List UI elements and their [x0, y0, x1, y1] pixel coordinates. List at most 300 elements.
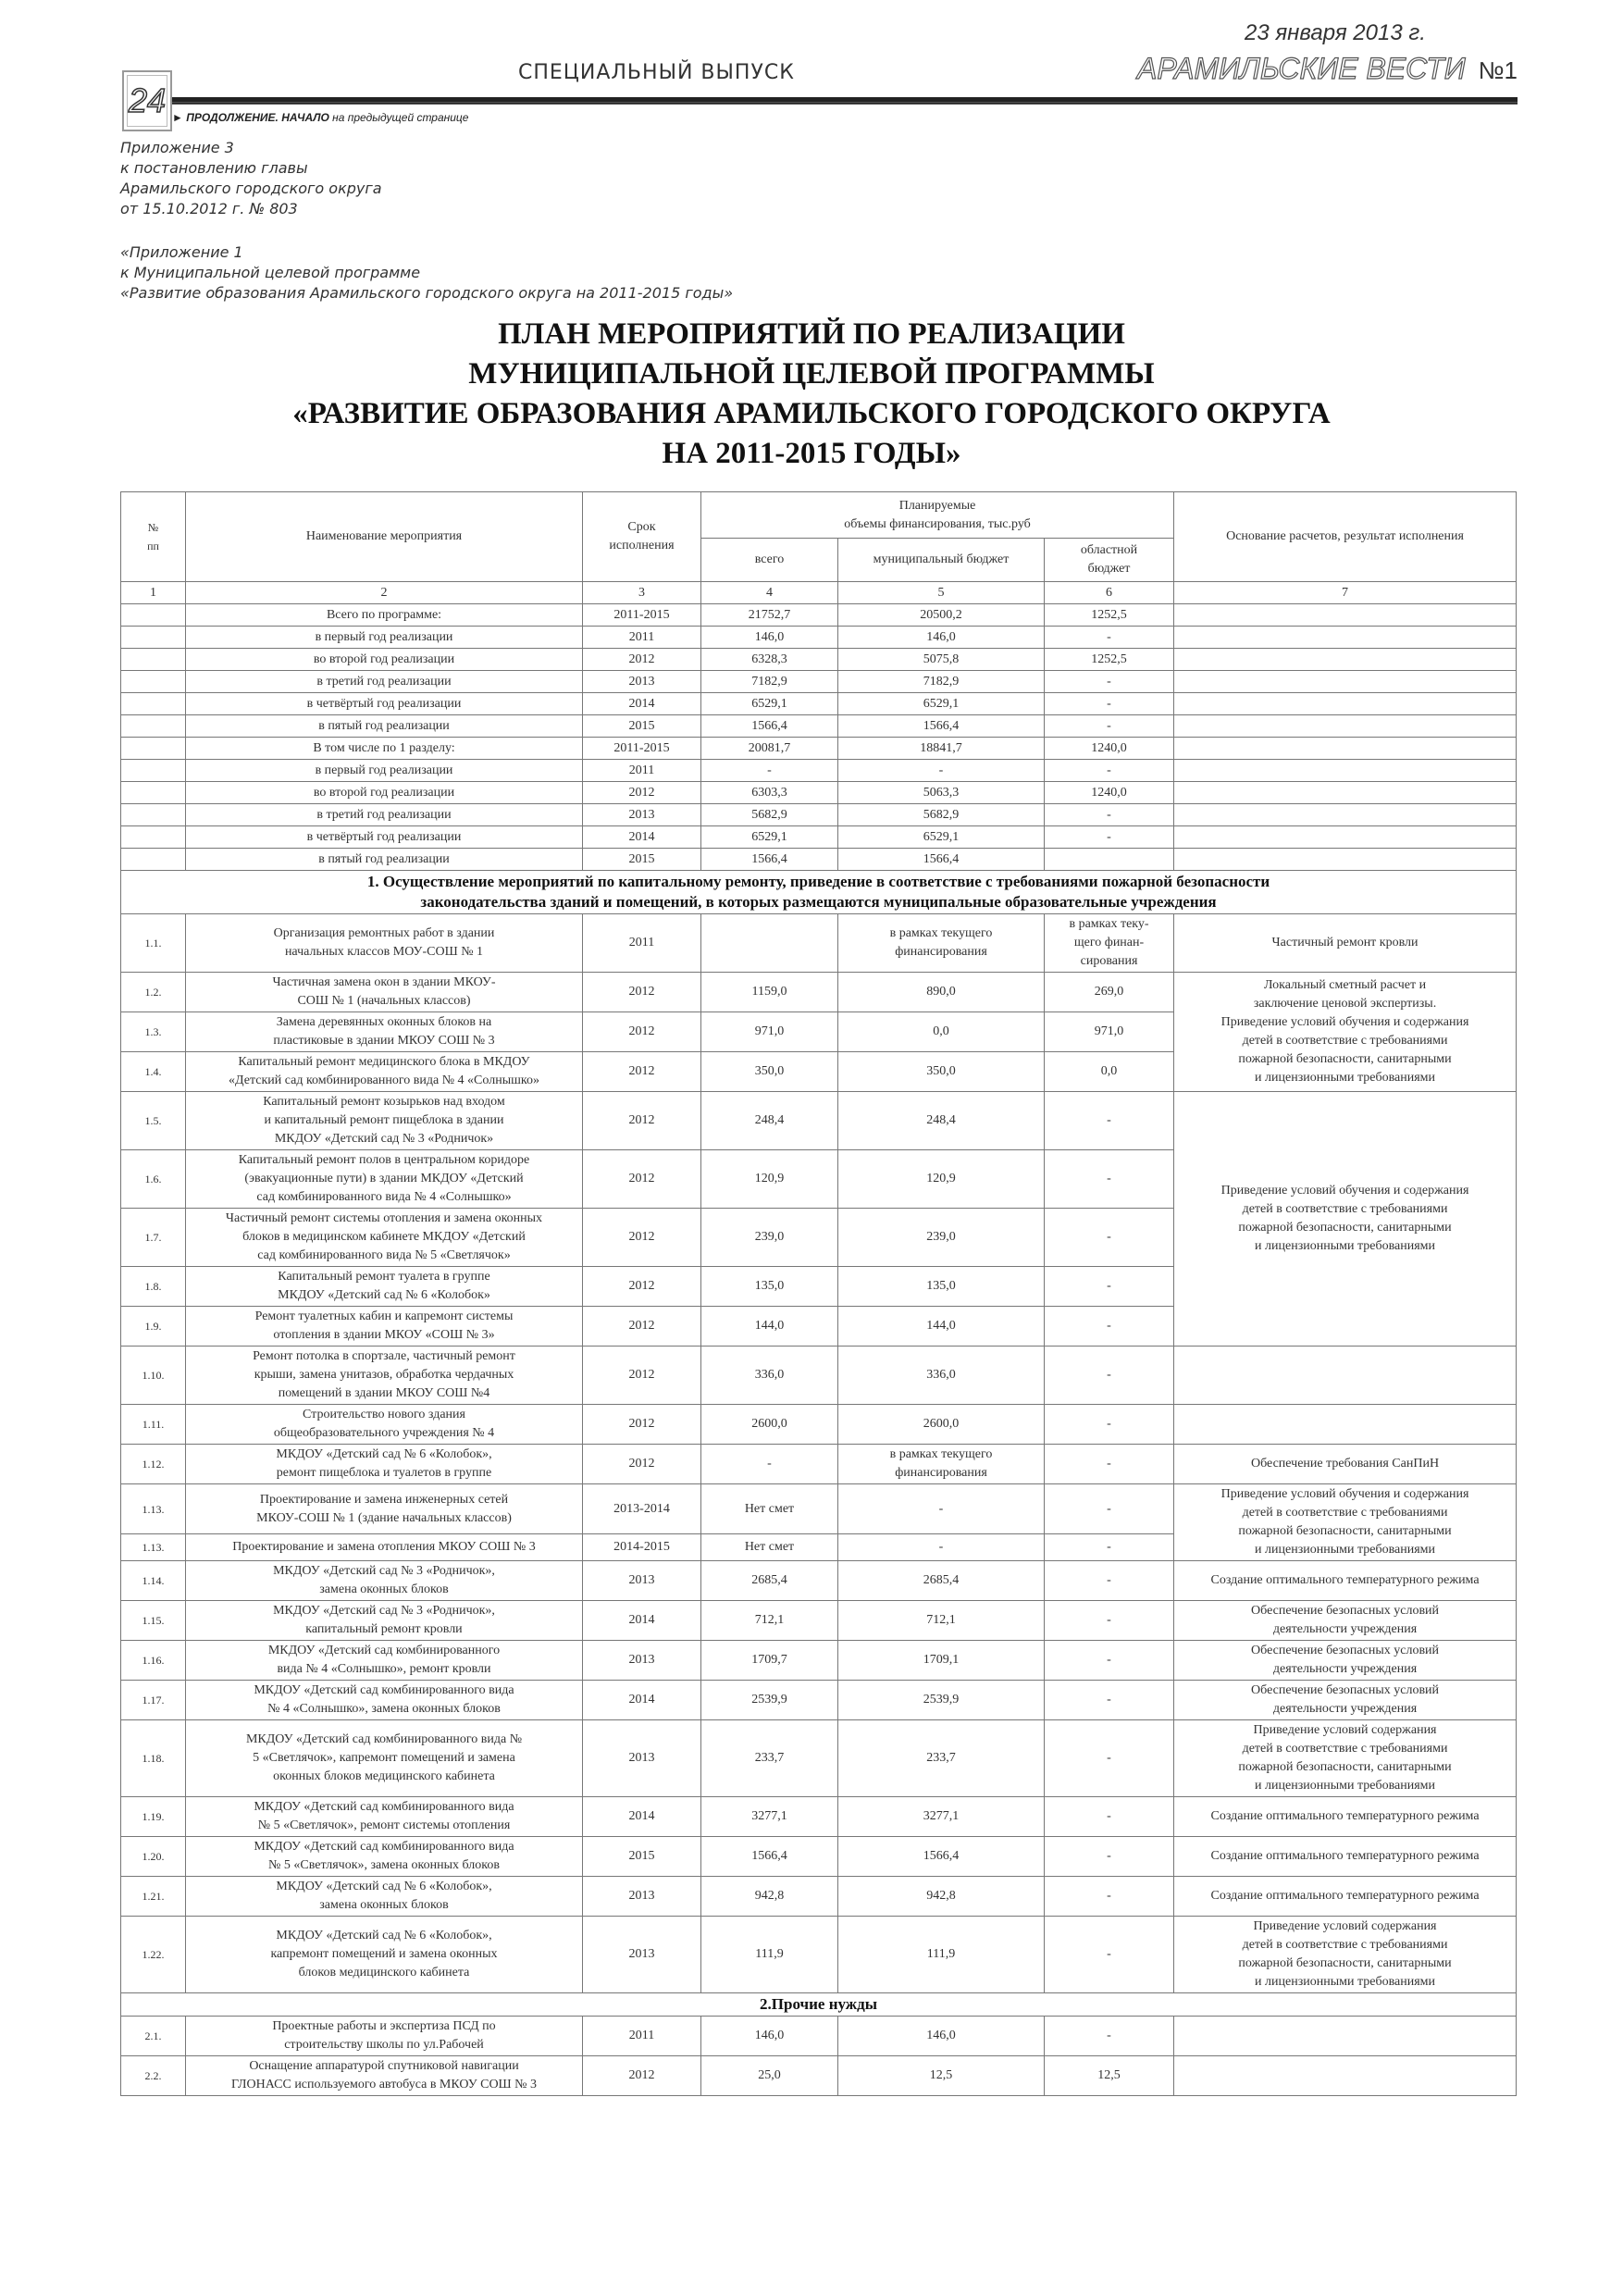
term: 2012 — [583, 973, 701, 1012]
basis-result: Частичный ремонт кровли — [1174, 914, 1517, 973]
empty-cell — [121, 627, 186, 649]
column-number: 1 — [121, 582, 186, 604]
summary-row — [121, 804, 1517, 826]
municipal-funding: 233,7 — [838, 1720, 1045, 1797]
activity-name: Оснащение аппаратурой спутниковой навигации ГЛОНАСС используемого автобуса в МКОУ СОШ № 3 — [186, 2056, 583, 2096]
summary-label: во второй год реализации — [186, 649, 583, 671]
total-funding: 336,0 — [701, 1347, 838, 1405]
total-funding: 2600,0 — [701, 1405, 838, 1445]
activity-name: Капитальный ремонт туалета в группе МКДОУ «Детский сад № 6 «Колобок» — [186, 1267, 583, 1307]
table-row — [121, 2017, 1517, 2056]
row-number: 1.13. — [121, 1534, 186, 1561]
municipal-funding: 239,0 — [838, 1209, 1045, 1267]
table-row — [121, 1601, 1517, 1641]
summary-term: 2014 — [583, 826, 701, 849]
basis-result: Обеспечение безопасных условий деятельности учреждения — [1174, 1681, 1517, 1720]
activity-name: Частичный ремонт системы отопления и замена оконных блоков в медицинском кабинете МКДОУ «Детский сад комбинированного вида № 5 «Светлячок» — [186, 1209, 583, 1267]
empty-cell — [121, 604, 186, 627]
activity-name: Капитальный ремонт полов в центральном коридоре (эвакуационные пути) в здании МКДОУ «Детский сад комбинированного вида № 4 «Солнышко» — [186, 1150, 583, 1209]
row-number: 1.12. — [121, 1445, 186, 1484]
term: 2012 — [583, 1012, 701, 1052]
empty-cell — [1174, 849, 1517, 871]
summary-total: - — [701, 760, 838, 782]
summary-term: 2013 — [583, 671, 701, 693]
header-total: всего — [701, 539, 838, 582]
municipal-funding: в рамках текущего финансирования — [838, 914, 1045, 973]
municipal-funding: 336,0 — [838, 1347, 1045, 1405]
activity-name: Ремонт потолка в спортзале, частичный ремонт крыши, замена унитазов, обработка чердачных помещений в здании МКОУ СОШ №4 — [186, 1347, 583, 1405]
empty-cell — [121, 804, 186, 826]
summary-label: Всего по программе: — [186, 604, 583, 627]
table-row — [121, 1877, 1517, 1917]
total-funding: 111,9 — [701, 1917, 838, 1993]
column-number: 2 — [186, 582, 583, 604]
basis-result: Обеспечение требования СанПиН — [1174, 1445, 1517, 1484]
term: 2015 — [583, 1837, 701, 1877]
empty-cell — [1174, 738, 1517, 760]
masthead — [1137, 52, 1518, 86]
regional-funding: - — [1045, 1092, 1174, 1150]
summary-municipal: 5075,8 — [838, 649, 1045, 671]
table-row — [121, 1837, 1517, 1877]
basis-result: Создание оптимального температурного режима — [1174, 1837, 1517, 1877]
summary-label: в третий год реализации — [186, 804, 583, 826]
regional-funding: - — [1045, 1307, 1174, 1347]
municipal-funding: 144,0 — [838, 1307, 1045, 1347]
summary-regional: 1240,0 — [1045, 738, 1174, 760]
row-number: 1.3. — [121, 1012, 186, 1052]
column-number: 3 — [583, 582, 701, 604]
basis-result: Приведение условий содержания детей в соответствие с требованиями пожарной безопасности, санитарными и лицензионными требованиями — [1174, 1720, 1517, 1797]
summary-term: 2015 — [583, 849, 701, 871]
summary-municipal: 146,0 — [838, 627, 1045, 649]
summary-label: В том числе по 1 разделу: — [186, 738, 583, 760]
total-funding: 350,0 — [701, 1052, 838, 1092]
summary-regional: 1252,5 — [1045, 649, 1174, 671]
activity-name: Проектирование и замена инженерных сетей МКОУ-СОШ № 1 (здание начальных классов) — [186, 1484, 583, 1534]
section-title: 1. Осуществление мероприятий по капитальному ремонту, приведение в соответствие с требованиями пожарной безопасности законодательства зданий и помещений, в которых размещаются муниципальные образовательные учреждения — [121, 871, 1517, 914]
empty-cell — [121, 649, 186, 671]
header-name: Наименование мероприятия — [186, 492, 583, 582]
regional-funding: - — [1045, 1917, 1174, 1993]
total-funding: 942,8 — [701, 1877, 838, 1917]
summary-municipal: - — [838, 760, 1045, 782]
total-funding: 146,0 — [701, 2017, 838, 2056]
term: 2013 — [583, 1917, 701, 1993]
total-funding: 3277,1 — [701, 1797, 838, 1837]
empty-cell — [121, 715, 186, 738]
total-funding: 1159,0 — [701, 973, 838, 1012]
summary-total: 21752,7 — [701, 604, 838, 627]
summary-total: 6303,3 — [701, 782, 838, 804]
empty-cell — [121, 782, 186, 804]
term: 2014 — [583, 1797, 701, 1837]
section-title: 2.Прочие нужды — [121, 1993, 1517, 2017]
summary-label: во второй год реализации — [186, 782, 583, 804]
regional-funding: - — [1045, 1347, 1174, 1405]
regional-funding: 269,0 — [1045, 973, 1174, 1012]
row-number: 1.9. — [121, 1307, 186, 1347]
summary-total: 20081,7 — [701, 738, 838, 760]
issue-date: 23 января 2013 г. — [1245, 20, 1426, 45]
basis-result: Создание оптимального температурного режима — [1174, 1877, 1517, 1917]
total-funding: 248,4 — [701, 1092, 838, 1150]
regional-funding: - — [1045, 1484, 1174, 1534]
summary-row — [121, 760, 1517, 782]
summary-row — [121, 693, 1517, 715]
total-funding — [701, 914, 838, 973]
summary-total: 1566,4 — [701, 849, 838, 871]
regional-funding: - — [1045, 1601, 1174, 1641]
header-rule — [172, 97, 1518, 105]
row-number: 1.11. — [121, 1405, 186, 1445]
total-funding: 2685,4 — [701, 1561, 838, 1601]
empty-cell — [1174, 627, 1517, 649]
summary-total: 146,0 — [701, 627, 838, 649]
section-label: СПЕЦИАЛЬНЫЙ ВЫПУСК — [518, 61, 795, 84]
summary-term: 2012 — [583, 782, 701, 804]
summary-label: в первый год реализации — [186, 760, 583, 782]
summary-regional: - — [1045, 627, 1174, 649]
page-number: 24 — [122, 70, 172, 131]
row-number: 1.22. — [121, 1917, 186, 1993]
row-number: 1.6. — [121, 1150, 186, 1209]
summary-row — [121, 604, 1517, 627]
total-funding: 135,0 — [701, 1267, 838, 1307]
basis-result: Приведение условий обучения и содержания детей в соответствие с требованиями пожарной безопасности, санитарными и лицензионными требованиями — [1174, 1092, 1517, 1347]
table-body — [121, 582, 1517, 2096]
summary-label: в первый год реализации — [186, 627, 583, 649]
basis-result — [1174, 2056, 1517, 2096]
empty-cell — [1174, 693, 1517, 715]
basis-result: Обеспечение безопасных условий деятельности учреждения — [1174, 1601, 1517, 1641]
summary-total: 6529,1 — [701, 693, 838, 715]
regional-funding: - — [1045, 1681, 1174, 1720]
row-number: 1.19. — [121, 1797, 186, 1837]
municipal-funding: 248,4 — [838, 1092, 1045, 1150]
basis-result — [1174, 1405, 1517, 1445]
total-funding: 1566,4 — [701, 1837, 838, 1877]
basis-result — [1174, 2017, 1517, 2056]
term: 2014 — [583, 1601, 701, 1641]
empty-cell — [1174, 782, 1517, 804]
row-number: 1.18. — [121, 1720, 186, 1797]
summary-label: в четвёртый год реализации — [186, 693, 583, 715]
activity-name: МКДОУ «Детский сад комбинированного вида № 4 «Солнышко», ремонт кровли — [186, 1641, 583, 1681]
appendix-3-note: Приложение 3 к постановлению главы Арамильского городского округа от 15.10.2012 г. № 803 — [120, 139, 382, 217]
summary-municipal: 5063,3 — [838, 782, 1045, 804]
activity-name: МКДОУ «Детский сад комбинированного вида № 4 «Солнышко», замена оконных блоков — [186, 1681, 583, 1720]
municipal-funding: 111,9 — [838, 1917, 1045, 1993]
row-number: 1.14. — [121, 1561, 186, 1601]
title-line: МУНИЦИПАЛЬНОЙ ЦЕЛЕВОЙ ПРОГРАММЫ — [468, 357, 1155, 391]
term: 2014 — [583, 1681, 701, 1720]
term: 2012 — [583, 1150, 701, 1209]
municipal-funding: 1566,4 — [838, 1837, 1045, 1877]
activity-name: Организация ремонтных работ в здании начальных классов МОУ-СОШ № 1 — [186, 914, 583, 973]
basis-result: Создание оптимального температурного режима — [1174, 1561, 1517, 1601]
row-number: 1.16. — [121, 1641, 186, 1681]
term: 2012 — [583, 2056, 701, 2096]
empty-cell — [1174, 760, 1517, 782]
activity-name: Ремонт туалетных кабин и капремонт системы отопления в здании МКОУ «СОШ № 3» — [186, 1307, 583, 1347]
continuation-note — [172, 111, 468, 124]
summary-regional: - — [1045, 715, 1174, 738]
term: 2012 — [583, 1347, 701, 1405]
term: 2013 — [583, 1561, 701, 1601]
table-row — [121, 1445, 1517, 1484]
table-row — [121, 1092, 1517, 1150]
summary-total: 5682,9 — [701, 804, 838, 826]
term: 2013 — [583, 1877, 701, 1917]
empty-cell — [121, 760, 186, 782]
summary-municipal: 18841,7 — [838, 738, 1045, 760]
header-funding: Планируемые объемы финансирования, тыс.руб — [701, 492, 1174, 539]
summary-total: 1566,4 — [701, 715, 838, 738]
activity-name: Замена деревянных оконных блоков на пластиковые в здании МКОУ СОШ № 3 — [186, 1012, 583, 1052]
summary-municipal: 7182,9 — [838, 671, 1045, 693]
summary-row — [121, 826, 1517, 849]
summary-municipal: 20500,2 — [838, 604, 1045, 627]
municipal-funding: 2685,4 — [838, 1561, 1045, 1601]
term: 2012 — [583, 1092, 701, 1150]
basis-result — [1174, 1347, 1517, 1405]
empty-cell — [1174, 604, 1517, 627]
summary-municipal: 5682,9 — [838, 804, 1045, 826]
municipal-funding: - — [838, 1484, 1045, 1534]
summary-row — [121, 649, 1517, 671]
summary-total: 7182,9 — [701, 671, 838, 693]
summary-regional: - — [1045, 760, 1174, 782]
term: 2011 — [583, 914, 701, 973]
empty-cell — [1174, 649, 1517, 671]
municipal-funding: 2539,9 — [838, 1681, 1045, 1720]
activity-name: Капитальный ремонт козырьков над входом и капитальный ремонт пищеблока в здании МКДОУ «Детский сад № 3 «Родничок» — [186, 1092, 583, 1150]
header-num: № пп — [121, 492, 186, 582]
municipal-funding: 0,0 — [838, 1012, 1045, 1052]
regional-funding: - — [1045, 1641, 1174, 1681]
summary-municipal: 6529,1 — [838, 826, 1045, 849]
activity-name: Частичная замена окон в здании МКОУ- СОШ № 1 (начальных классов) — [186, 973, 583, 1012]
summary-total: 6529,1 — [701, 826, 838, 849]
activity-name: МКДОУ «Детский сад комбинированного вида № 5 «Светлячок», замена оконных блоков — [186, 1837, 583, 1877]
regional-funding: - — [1045, 1150, 1174, 1209]
empty-cell — [1174, 671, 1517, 693]
summary-term: 2014 — [583, 693, 701, 715]
summary-term: 2011-2015 — [583, 604, 701, 627]
summary-row — [121, 782, 1517, 804]
municipal-funding: 146,0 — [838, 2017, 1045, 2056]
table-row — [121, 1681, 1517, 1720]
basis-result: Создание оптимального температурного режима — [1174, 1797, 1517, 1837]
table-row — [121, 1641, 1517, 1681]
row-number: 1.8. — [121, 1267, 186, 1307]
row-number: 1.20. — [121, 1837, 186, 1877]
summary-regional: 1252,5 — [1045, 604, 1174, 627]
row-number: 1.17. — [121, 1681, 186, 1720]
row-number: 1.13. — [121, 1484, 186, 1534]
summary-label: в третий год реализации — [186, 671, 583, 693]
activity-name: МКДОУ «Детский сад № 3 «Родничок», замена оконных блоков — [186, 1561, 583, 1601]
issue-number: №1 — [1478, 56, 1518, 84]
total-funding: 2539,9 — [701, 1681, 838, 1720]
title-line: НА 2011-2015 ГОДЫ» — [662, 437, 961, 470]
section-heading-row — [121, 1993, 1517, 2017]
total-funding: - — [701, 1445, 838, 1484]
summary-row — [121, 715, 1517, 738]
municipal-funding: 135,0 — [838, 1267, 1045, 1307]
summary-term: 2011 — [583, 760, 701, 782]
summary-regional — [1045, 849, 1174, 871]
total-funding: 712,1 — [701, 1601, 838, 1641]
summary-regional: - — [1045, 693, 1174, 715]
header-municipal: муниципальный бюджет — [838, 539, 1045, 582]
regional-funding: - — [1045, 1405, 1174, 1445]
column-number: 7 — [1174, 582, 1517, 604]
total-funding: 239,0 — [701, 1209, 838, 1267]
continuation-bold: ► ПРОДОЛЖЕНИЕ. НАЧАЛО — [172, 111, 329, 124]
row-number: 2.1. — [121, 2017, 186, 2056]
table-row — [121, 1484, 1517, 1534]
municipal-funding: 1709,1 — [838, 1641, 1045, 1681]
empty-cell — [1174, 715, 1517, 738]
summary-regional: - — [1045, 671, 1174, 693]
basis-result: Приведение условий обучения и содержания детей в соответствие с требованиями пожарной безопасности, санитарными и лицензионными требованиями — [1174, 1484, 1517, 1561]
term: 2012 — [583, 1267, 701, 1307]
empty-cell — [1174, 826, 1517, 849]
regional-funding: в рамках теку- щего финан- сирования — [1045, 914, 1174, 973]
total-funding: 25,0 — [701, 2056, 838, 2096]
activity-name: МКДОУ «Детский сад № 3 «Родничок», капитальный ремонт кровли — [186, 1601, 583, 1641]
regional-funding: - — [1045, 2017, 1174, 2056]
total-funding: Нет смет — [701, 1534, 838, 1561]
appendix-1-note: «Приложение 1 к Муниципальной целевой программе «Развитие образования Арамильского городского округа на 2011-2015 годы» — [120, 243, 734, 302]
column-number: 6 — [1045, 582, 1174, 604]
header-term: Срок исполнения — [583, 492, 701, 582]
summary-municipal: 6529,1 — [838, 693, 1045, 715]
header-regional: областной бюджет — [1045, 539, 1174, 582]
activity-name: МКДОУ «Детский сад № 6 «Колобок», замена оконных блоков — [186, 1877, 583, 1917]
regional-funding: - — [1045, 1720, 1174, 1797]
regional-funding: 971,0 — [1045, 1012, 1174, 1052]
summary-term: 2011 — [583, 627, 701, 649]
table-row — [121, 973, 1517, 1012]
regional-funding: - — [1045, 1534, 1174, 1561]
term: 2013-2014 — [583, 1484, 701, 1534]
table-row — [121, 1561, 1517, 1601]
regional-funding: 12,5 — [1045, 2056, 1174, 2096]
summary-term: 2015 — [583, 715, 701, 738]
activity-name: МКДОУ «Детский сад № 6 «Колобок», капремонт помещений и замена оконных блоков медицинского кабинета — [186, 1917, 583, 1993]
summary-row — [121, 849, 1517, 871]
column-number: 5 — [838, 582, 1045, 604]
municipal-funding: 350,0 — [838, 1052, 1045, 1092]
basis-result: Приведение условий содержания детей в соответствие с требованиями пожарной безопасности, санитарными и лицензионными требованиями — [1174, 1917, 1517, 1993]
summary-regional: - — [1045, 826, 1174, 849]
header-basis: Основание расчетов, результат исполнения — [1174, 492, 1517, 582]
table-row — [121, 2056, 1517, 2096]
summary-label: в четвёртый год реализации — [186, 826, 583, 849]
table-row — [121, 1347, 1517, 1405]
total-funding: 144,0 — [701, 1307, 838, 1347]
summary-row — [121, 738, 1517, 760]
summary-term: 2013 — [583, 804, 701, 826]
summary-regional: 1240,0 — [1045, 782, 1174, 804]
regional-funding: - — [1045, 1797, 1174, 1837]
municipal-funding: 120,9 — [838, 1150, 1045, 1209]
row-number: 1.1. — [121, 914, 186, 973]
regional-funding: - — [1045, 1877, 1174, 1917]
municipal-funding: в рамках текущего финансирования — [838, 1445, 1045, 1484]
regional-funding: - — [1045, 1445, 1174, 1484]
municipal-funding: 2600,0 — [838, 1405, 1045, 1445]
summary-regional: - — [1045, 804, 1174, 826]
activity-name: МКДОУ «Детский сад комбинированного вида № 5 «Светлячок», ремонт системы отопления — [186, 1797, 583, 1837]
term: 2013 — [583, 1720, 701, 1797]
term: 2013 — [583, 1641, 701, 1681]
activity-name: Капитальный ремонт медицинского блока в МКДОУ «Детский сад комбинированного вида № 4 «Солнышко» — [186, 1052, 583, 1092]
newspaper-masthead: АРАМИЛЬСКИЕ ВЕСТИ — [1136, 52, 1466, 85]
empty-cell — [121, 826, 186, 849]
table-row — [121, 1797, 1517, 1837]
row-number: 1.2. — [121, 973, 186, 1012]
activity-name: МКДОУ «Детский сад № 6 «Колобок», ремонт пищеблока и туалетов в группе — [186, 1445, 583, 1484]
row-number: 1.10. — [121, 1347, 186, 1405]
regional-funding: - — [1045, 1209, 1174, 1267]
total-funding: 971,0 — [701, 1012, 838, 1052]
term: 2014-2015 — [583, 1534, 701, 1561]
row-number: 1.7. — [121, 1209, 186, 1267]
column-number-row — [121, 582, 1517, 604]
term: 2012 — [583, 1052, 701, 1092]
empty-cell — [121, 738, 186, 760]
summary-label: в пятый год реализации — [186, 849, 583, 871]
section-heading-row — [121, 871, 1517, 914]
activity-name: Проектные работы и экспертиза ПСД по строительству школы по ул.Рабочей — [186, 2017, 583, 2056]
municipal-funding: 12,5 — [838, 2056, 1045, 2096]
column-number: 4 — [701, 582, 838, 604]
total-funding: 233,7 — [701, 1720, 838, 1797]
row-number: 1.21. — [121, 1877, 186, 1917]
row-number: 1.5. — [121, 1092, 186, 1150]
regional-funding: - — [1045, 1267, 1174, 1307]
summary-total: 6328,3 — [701, 649, 838, 671]
activity-name: МКДОУ «Детский сад комбинированного вида № 5 «Светлячок», капремонт помещений и замена оконных блоков медицинского кабинета — [186, 1720, 583, 1797]
table-row — [121, 1720, 1517, 1797]
summary-term: 2011-2015 — [583, 738, 701, 760]
summary-row — [121, 627, 1517, 649]
municipal-funding: 890,0 — [838, 973, 1045, 1012]
term: 2012 — [583, 1209, 701, 1267]
municipal-funding: 3277,1 — [838, 1797, 1045, 1837]
regional-funding: - — [1045, 1837, 1174, 1877]
basis-result: Обеспечение безопасных условий деятельности учреждения — [1174, 1641, 1517, 1681]
regional-funding: - — [1045, 1561, 1174, 1601]
municipal-funding: - — [838, 1534, 1045, 1561]
activity-name: Строительство нового здания общеобразовательного учреждения № 4 — [186, 1405, 583, 1445]
summary-term: 2012 — [583, 649, 701, 671]
term: 2012 — [583, 1405, 701, 1445]
empty-cell — [121, 671, 186, 693]
table-row — [121, 914, 1517, 973]
empty-cell — [121, 849, 186, 871]
municipal-funding: 712,1 — [838, 1601, 1045, 1641]
total-funding: 120,9 — [701, 1150, 838, 1209]
summary-row — [121, 671, 1517, 693]
term: 2012 — [583, 1445, 701, 1484]
empty-cell — [121, 693, 186, 715]
empty-cell — [1174, 804, 1517, 826]
